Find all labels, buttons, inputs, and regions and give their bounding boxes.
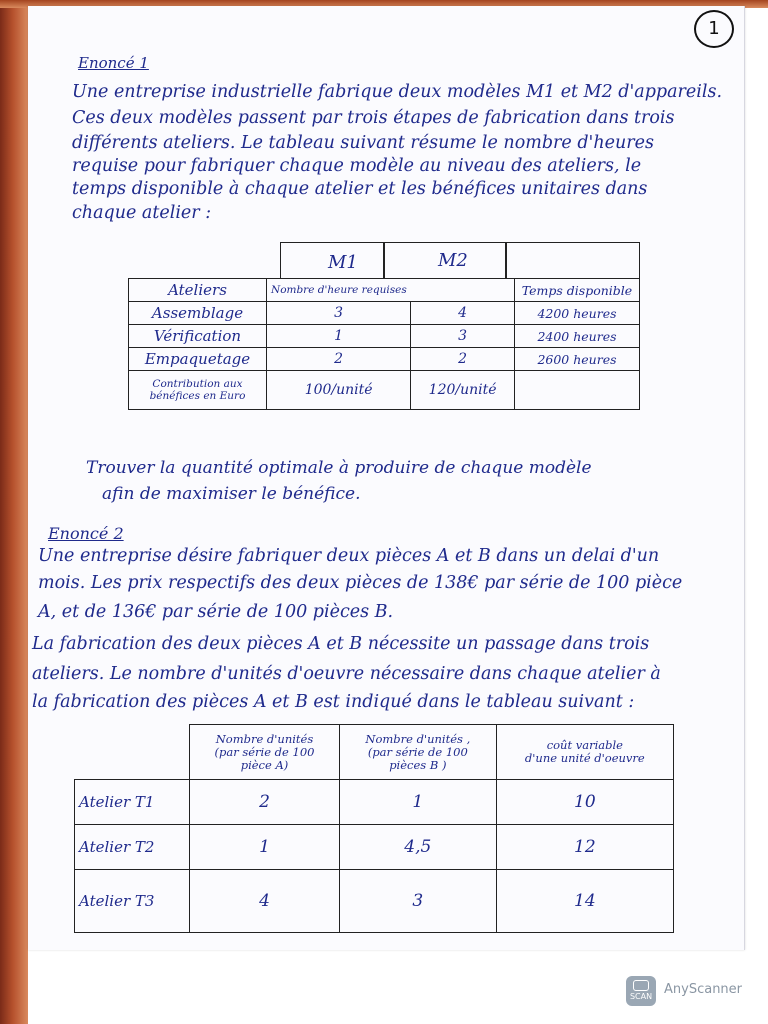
unites-a: 1 bbox=[190, 825, 340, 870]
scanner-logo-text: SCAN bbox=[629, 992, 653, 1001]
contribution-label-line2: bénéfices en Euro bbox=[149, 390, 246, 402]
table-row bbox=[129, 325, 640, 348]
enonce1-line-6: chaque atelier : bbox=[72, 203, 212, 223]
table-row bbox=[129, 302, 640, 325]
atelier-label: Atelier T2 bbox=[75, 825, 190, 870]
contribution-temps bbox=[514, 371, 639, 410]
unites-a: 2 bbox=[190, 780, 340, 825]
scanner-app-name: AnyScanner bbox=[664, 982, 743, 997]
header-unites-a-line3: pièce A) bbox=[240, 757, 289, 772]
table-row bbox=[129, 348, 640, 371]
header-ateliers: Ateliers bbox=[129, 279, 267, 302]
model-m2-label: M2 bbox=[438, 250, 468, 271]
task-line-1: Trouver la quantité optimale à produire de chaque modèle bbox=[86, 458, 592, 478]
atelier-label: Atelier T3 bbox=[75, 870, 190, 933]
enonce2-line-1: Une entreprise désire fabriquer deux pièces A et B dans un delai d'un bbox=[38, 546, 660, 566]
header-cout-line1: coût variable bbox=[546, 738, 623, 752]
atelier-label: Vérification bbox=[129, 325, 267, 348]
task-line-2: afin de maximiser le bénéfice. bbox=[102, 484, 361, 504]
enonce1-line-2: Ces deux modèles passent par trois étapes de fabrication dans trois bbox=[72, 108, 675, 128]
table-row bbox=[75, 825, 674, 870]
header-unites-a-line2: (par série de 100 bbox=[214, 744, 315, 759]
m1-hours: 1 bbox=[267, 325, 411, 348]
page-number: 1 bbox=[694, 10, 734, 48]
table-row bbox=[75, 780, 674, 825]
table-row bbox=[75, 870, 674, 933]
m2-hours: 3 bbox=[411, 325, 515, 348]
m2-contribution: 120/unité bbox=[411, 371, 515, 410]
enonce2-line-6: la fabrication des pièces A et B est indiqué dans le tableau suivant : bbox=[32, 692, 635, 712]
header-cout-variable bbox=[496, 725, 673, 780]
contribution-label-line1: Contribution aux bbox=[152, 378, 243, 390]
m2-hours: 4 bbox=[411, 302, 515, 325]
contribution-label bbox=[129, 371, 267, 410]
unites-a: 4 bbox=[190, 870, 340, 933]
m1-hours: 3 bbox=[267, 302, 411, 325]
header-unites-a bbox=[190, 725, 340, 780]
header-unites-b-line3: pièces B ) bbox=[389, 757, 447, 772]
enonce1-line-4: requise pour fabriquer chaque modèle au niveau des ateliers, le bbox=[72, 156, 642, 176]
temps-disponible: 4200 heures bbox=[514, 302, 639, 325]
desk-background bbox=[0, 0, 28, 1024]
temps-disponible: 2400 heures bbox=[514, 325, 639, 348]
contribution-row bbox=[129, 371, 640, 410]
header-empty-cell bbox=[75, 725, 190, 780]
m1-contribution: 100/unité bbox=[267, 371, 411, 410]
enonce1-line-1: Une entreprise industrielle fabrique deux modèles M1 et M2 d'appareils. bbox=[72, 82, 723, 102]
enonce1-line-3: différents ateliers. Le tableau suivant résume le nombre d'heures bbox=[72, 133, 654, 153]
temps-disponible: 2600 heures bbox=[514, 348, 639, 371]
header-nombre-heures: Nombre d'heure requises bbox=[267, 279, 411, 302]
header-cout-line2: d'une unité d'oeuvre bbox=[524, 751, 645, 765]
enonce2-line-2: mois. Les prix respectifs des deux pièces de 138€ par série de 100 pièce bbox=[38, 573, 683, 593]
header-unites-b-line1: Nombre d'unités , bbox=[365, 731, 471, 746]
header-nombre-heures-cont bbox=[411, 279, 515, 302]
atelier-label: Atelier T1 bbox=[75, 780, 190, 825]
cout-variable: 12 bbox=[496, 825, 673, 870]
m1-hours: 2 bbox=[267, 348, 411, 371]
header-unites-b-line2: (par série de 100 bbox=[367, 744, 468, 759]
scanner-logo-icon bbox=[626, 976, 656, 1006]
cout-variable: 10 bbox=[496, 780, 673, 825]
m2-hours: 2 bbox=[411, 348, 515, 371]
paper-sheet bbox=[28, 6, 745, 950]
atelier-label: Assemblage bbox=[129, 302, 267, 325]
header-unites-b bbox=[339, 725, 496, 780]
unites-b: 1 bbox=[339, 780, 496, 825]
enonce1-line-5: temps disponible à chaque atelier et les bénéfices unitaires dans bbox=[72, 179, 648, 199]
atelier-label: Empaquetage bbox=[129, 348, 267, 371]
unites-b: 4,5 bbox=[339, 825, 496, 870]
enonce2-title: Enoncé 2 bbox=[48, 524, 124, 543]
table-header-row bbox=[75, 725, 674, 780]
unites-b: 3 bbox=[339, 870, 496, 933]
header-temps-disponible: Temps disponible bbox=[514, 279, 639, 302]
table-header-row bbox=[129, 279, 640, 302]
header-unites-a-line1: Nombre d'unités bbox=[215, 731, 314, 746]
enonce2-line-3: A, et de 136€ par série de 100 pièces B. bbox=[38, 602, 394, 622]
enonce2-line-5: ateliers. Le nombre d'unités d'oeuvre nécessaire dans chaque atelier à bbox=[32, 664, 661, 684]
model-m1-label: M1 bbox=[328, 252, 358, 273]
cout-variable: 14 bbox=[496, 870, 673, 933]
enonce1-title: Enoncé 1 bbox=[78, 54, 149, 72]
enonce2-line-4: La fabrication des deux pièces A et B nécessite un passage dans trois bbox=[32, 634, 650, 654]
